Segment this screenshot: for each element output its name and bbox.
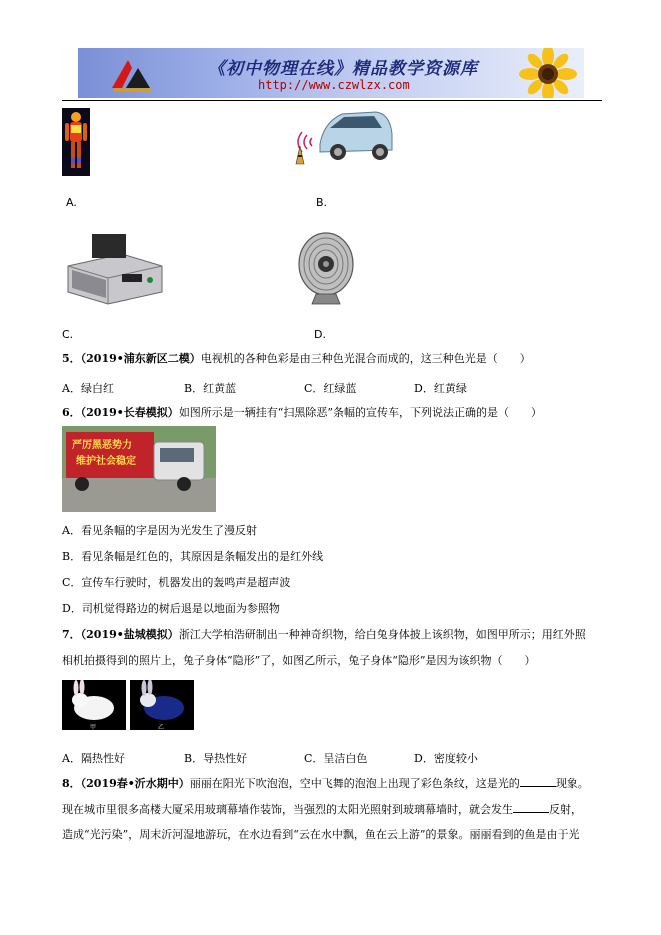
question-6-option-d: D．司机觉得路边的树后退是以地面为参照物: [62, 602, 280, 615]
question-5-option-a: A．绿白红: [62, 382, 114, 395]
question-7-option-d: D．密度较小: [414, 752, 478, 765]
question-5-option-c: C．红绿蓝: [304, 382, 357, 395]
heater-image: [296, 228, 356, 306]
truck-banner-line-1: 严厉黑恶势力: [72, 440, 132, 451]
question-7-option-a: A．隔热性好: [62, 752, 125, 765]
question-source: （2019•长春模拟）: [80, 406, 179, 419]
answer-blank[interactable]: [520, 776, 556, 787]
sunflower-icon: [508, 48, 584, 98]
question-7-option-b: B．导热性好: [184, 752, 248, 765]
figure-option-c: C.: [62, 328, 74, 341]
rabbit-photo-a: [62, 680, 126, 730]
question-source: （2019•浦东新区二模）: [80, 352, 201, 365]
figure-option-d: D.: [314, 328, 326, 341]
question-6-option-c: C．宣传车行驶时，机器发出的轰鸣声是超声波: [62, 576, 291, 589]
question-text: 电视机的各种色彩是由三种色光混合而成的，这三种色光是（ ）: [200, 352, 531, 365]
question-8-line-1: 8．（2019春•沂水期中）丽丽在阳光下吹泡泡，空中飞舞的泡泡上出现了彩色条纹，这是光的 现象。: [62, 777, 589, 790]
question-number: 8: [62, 777, 70, 790]
rabbit-photo-b-label: 乙: [158, 724, 165, 731]
question-text: 现在城市里很多高楼大厦采用玻璃幕墙作装饰，当强烈的太阳光照射到玻璃幕墙时，就会发生: [62, 803, 513, 816]
question-number: 5: [62, 352, 70, 365]
question-text: 丽丽在阳光下吹泡泡，空中飞舞的泡泡上出现了彩色条纹，这是光的: [189, 777, 520, 790]
car-radar-image: [290, 108, 396, 168]
answer-blank[interactable]: [513, 802, 549, 813]
question-text: 如图所示是一辆挂有“扫黑除恶”条幅的宣传车，下列说法正确的是（ ）: [178, 406, 543, 419]
question-number: 6: [62, 406, 70, 419]
question-text: 反射，: [549, 803, 582, 816]
question-5-stem: 5．（2019•浦东新区二模）电视机的各种色彩是由三种色光混合而成的，这三种色光是（ ）: [62, 352, 531, 365]
question-6-option-a: A．看见条幅的字是因为光发生了漫反射: [62, 524, 257, 537]
question-7-stem-line-1: 7．（2019•盐城模拟）浙江大学柏浩研制出一种神奇织物，给白兔身体披上该织物，如图甲所示；用红外照: [62, 628, 586, 641]
header-rule: [62, 100, 602, 101]
header-url[interactable]: http://www.czwlzx.com: [258, 78, 410, 92]
question-6-option-b: B．看见条幅是红色的，其原因是条幅发出的是红外线: [62, 550, 324, 563]
header-title: 《初中物理在线》精品教学资源库: [208, 59, 478, 79]
question-text: 现象。: [555, 777, 589, 790]
truck-banner-line-2: 维护社会稳定: [76, 456, 136, 467]
money-counter-image: [62, 226, 168, 306]
rabbit-photo-b: [130, 680, 194, 730]
question-5-option-d: D．红黄绿: [414, 382, 467, 395]
question-5-option-b: B．红黄蓝: [184, 382, 237, 395]
site-logo-icon: [108, 54, 158, 94]
question-source: （2019春•沂水期中）: [80, 777, 190, 790]
figure-option-b: B.: [316, 196, 328, 209]
propaganda-truck-image: [62, 426, 216, 512]
thermal-body-image: [62, 108, 90, 176]
question-7-option-c: C．呈洁白色: [304, 752, 368, 765]
question-8-line-3: 造成“光污染”，周末沂河湿地游玩，在水边看到“云在水中飘，鱼在云上游”的景象。丽丽看到的鱼是由于光: [62, 828, 580, 841]
figure-option-a: A.: [66, 196, 77, 209]
header-banner: [78, 48, 584, 98]
question-7-stem-line-2: 相机拍摄得到的照片上，兔子身体“隐形”了，如图乙所示，兔子身体“隐形”是因为该织物（ ）: [62, 654, 536, 667]
question-number: 7: [62, 628, 70, 641]
question-8-line-2: [62, 802, 582, 817]
question-source: （2019•盐城模拟）: [80, 628, 179, 641]
question-text: 浙江大学柏浩研制出一种神奇织物，给白兔身体披上该织物，如图甲所示；用红外照: [178, 628, 586, 641]
question-6-stem: 6．（2019•长春模拟）如图所示是一辆挂有“扫黑除恶”条幅的宣传车，下列说法正确的是（ ）: [62, 406, 543, 419]
rabbit-photo-a-label: 甲: [90, 724, 97, 731]
